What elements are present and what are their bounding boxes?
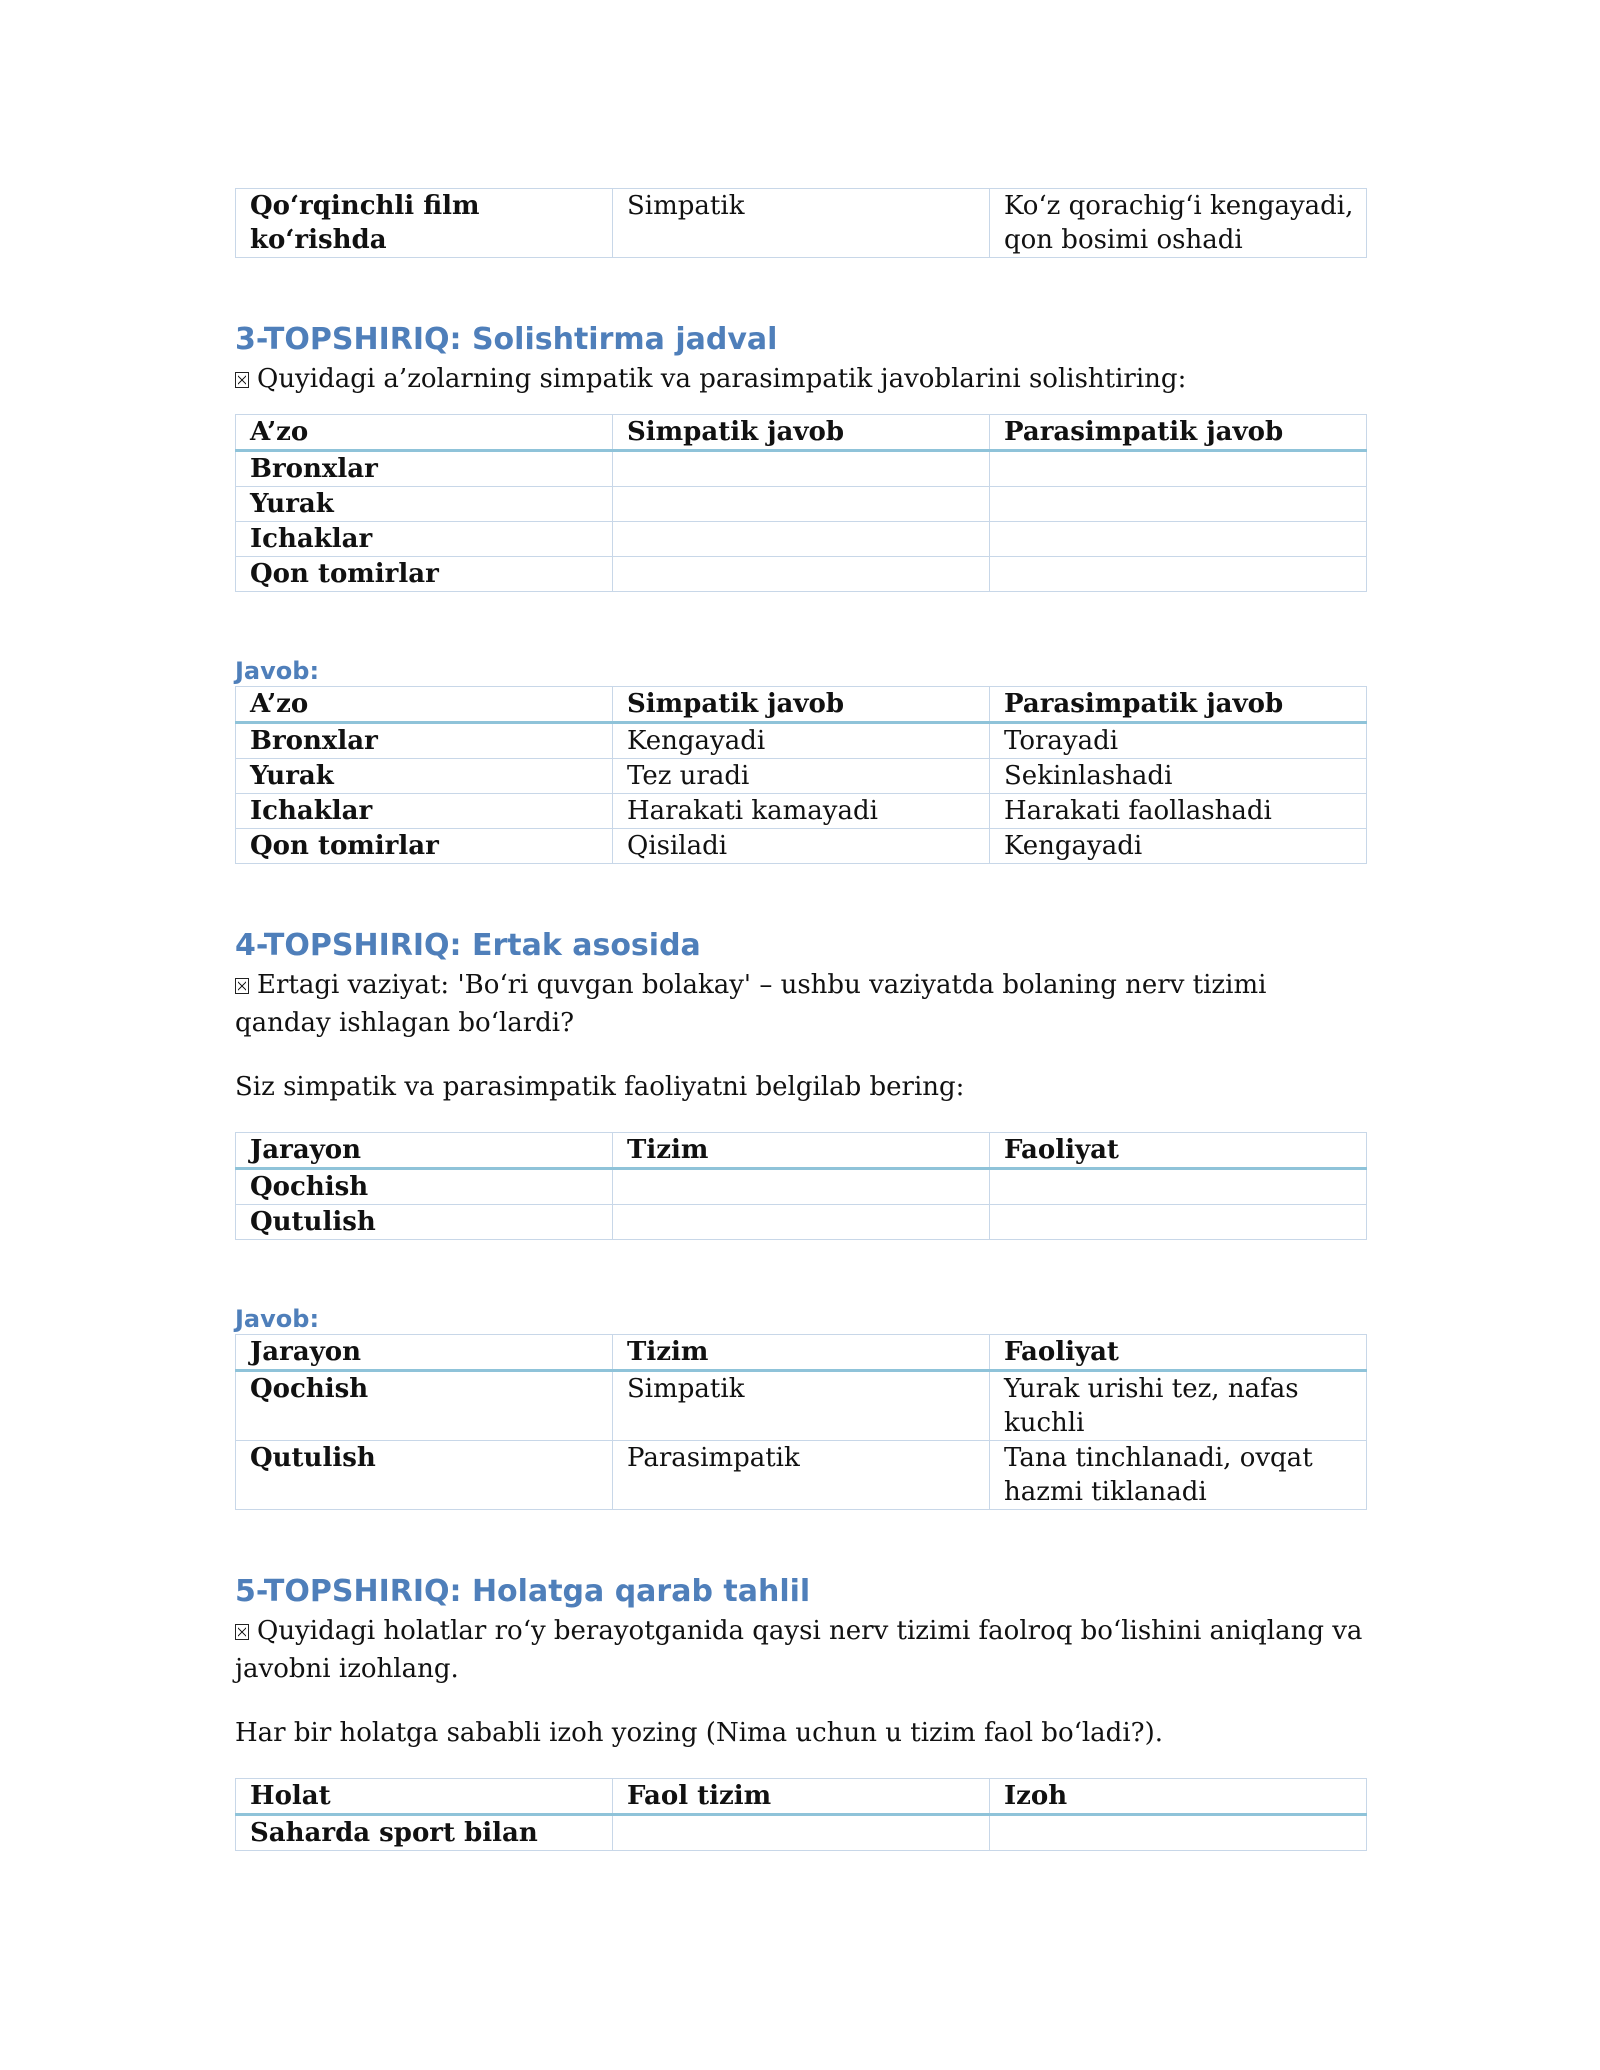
table-cell: Qo‘rqinchli film ko‘rishda	[236, 189, 613, 258]
task4-table	[235, 1132, 1367, 1240]
table-cell: Qon tomirlar	[236, 829, 613, 864]
page-content	[235, 188, 1367, 1851]
task3-table	[235, 414, 1367, 592]
table-header: Faoliyat	[990, 1133, 1367, 1169]
table-row	[236, 759, 1367, 794]
table-header: Holat	[236, 1779, 613, 1815]
task5-instruction-text: Quyidagi holatlar ro‘y berayotganida qaysi nerv tizimi faolroq bo‘lishini aniqlang va javobni izohlang.	[235, 1616, 1363, 1684]
table-cell: Ichaklar	[236, 794, 613, 829]
table-cell	[613, 1205, 990, 1240]
table-header-row	[236, 1133, 1367, 1169]
table-cell: Saharda sport bilan	[236, 1815, 613, 1851]
table-cell	[613, 1169, 990, 1205]
answer-label: Javob:	[235, 657, 320, 685]
table-cell: Qochish	[236, 1371, 613, 1441]
table-cell: Yurak	[236, 487, 613, 522]
table-cell: Yurak urishi tez, nafas kuchli	[990, 1371, 1367, 1441]
table-header: Tizim	[613, 1133, 990, 1169]
table-row	[236, 522, 1367, 557]
table-cell	[613, 451, 990, 487]
table-header: Simpatik javob	[613, 687, 990, 723]
table-row	[236, 1205, 1367, 1240]
table-header: Simpatik javob	[613, 415, 990, 451]
task4-instruction	[235, 966, 1367, 1042]
table-cell	[990, 1815, 1367, 1851]
table-header-row	[236, 1335, 1367, 1371]
table-row	[236, 1169, 1367, 1205]
table-header: Jarayon	[236, 1133, 613, 1169]
table-cell: Yurak	[236, 759, 613, 794]
task3-answer-table	[235, 686, 1367, 864]
table-cell	[990, 487, 1367, 522]
table-row	[236, 451, 1367, 487]
table-cell: Tana tinchlanadi, ovqat hazmi tiklanadi	[990, 1441, 1367, 1510]
table-row	[236, 487, 1367, 522]
table-cell: Kengayadi	[990, 829, 1367, 864]
table-header: Tizim	[613, 1335, 990, 1371]
table-cell	[990, 1169, 1367, 1205]
table-cell: Harakati faollashadi	[990, 794, 1367, 829]
table-cell: Simpatik	[613, 189, 990, 258]
answer-label: Javob:	[235, 1305, 320, 1333]
table-cell: Bronxlar	[236, 723, 613, 759]
section-heading-task4: 4-TOPSHIRIQ: Ertak asosida	[235, 928, 701, 963]
table-cell: Ko‘z qorachig‘i kengayadi, qon bosimi oshadi	[990, 189, 1367, 258]
table-cell	[990, 522, 1367, 557]
table-row	[236, 723, 1367, 759]
table-cell	[990, 557, 1367, 592]
task4-paragraph: Siz simpatik va parasimpatik faoliyatni belgilab bering:	[235, 1072, 965, 1102]
table-cell	[613, 557, 990, 592]
table-header-row	[236, 1779, 1367, 1815]
task4-instruction-text: Ertagi vaziyat: 'Bo‘ri quvgan bolakay' – ushbu vaziyatda bolaning nerv tizimi qanday ishlagan bo‘lardi?	[235, 970, 1267, 1038]
table-row	[236, 189, 1367, 258]
table-header: Parasimpatik javob	[990, 415, 1367, 451]
table-cell: Qutulish	[236, 1441, 613, 1510]
table-cell: Ichaklar	[236, 522, 613, 557]
table-cell	[990, 1205, 1367, 1240]
table-cell: Qutulish	[236, 1205, 613, 1240]
table-cell: Harakati kamayadi	[613, 794, 990, 829]
table-header: Izoh	[990, 1779, 1367, 1815]
task3-instruction	[235, 360, 1367, 398]
checkbox-icon	[235, 1624, 249, 1640]
table-cell: Simpatik	[613, 1371, 990, 1441]
table-row	[236, 1371, 1367, 1441]
table-header: Faol tizim	[613, 1779, 990, 1815]
task5-instruction	[235, 1612, 1367, 1688]
task5-paragraph: Har bir holatga sababli izoh yozing (Nima uchun u tizim faol bo‘ladi?).	[235, 1718, 1163, 1748]
table-cell: Qisiladi	[613, 829, 990, 864]
table-header-row	[236, 687, 1367, 723]
checkbox-icon	[235, 372, 249, 388]
table-header: Faoliyat	[990, 1335, 1367, 1371]
table-header: Parasimpatik javob	[990, 687, 1367, 723]
table-header-row	[236, 415, 1367, 451]
checkbox-icon	[235, 978, 249, 994]
table-cell: Kengayadi	[613, 723, 990, 759]
section-heading-task5: 5-TOPSHIRIQ: Holatga qarab tahlil	[235, 1574, 811, 1609]
table-cell	[613, 1815, 990, 1851]
table-cell: Bronxlar	[236, 451, 613, 487]
table-row	[236, 1815, 1367, 1851]
table-header: A’zo	[236, 415, 613, 451]
task5-table	[235, 1778, 1367, 1851]
section-heading-task3: 3-TOPSHIRIQ: Solishtirma jadval	[235, 322, 778, 357]
table-row	[236, 1441, 1367, 1510]
table-cell: Parasimpatik	[613, 1441, 990, 1510]
table-row	[236, 829, 1367, 864]
table-cell: Torayadi	[990, 723, 1367, 759]
table-cell	[613, 487, 990, 522]
table-row	[236, 794, 1367, 829]
table-cell: Sekinlashadi	[990, 759, 1367, 794]
table-cell: Tez uradi	[613, 759, 990, 794]
table-cell	[990, 451, 1367, 487]
table-header: A’zo	[236, 687, 613, 723]
table-cell	[613, 522, 990, 557]
table-row	[236, 557, 1367, 592]
task4-answer-table	[235, 1334, 1367, 1510]
top-table	[235, 188, 1367, 258]
table-header: Jarayon	[236, 1335, 613, 1371]
table-cell: Qon tomirlar	[236, 557, 613, 592]
table-cell: Qochish	[236, 1169, 613, 1205]
task3-instruction-text: Quyidagi a’zolarning simpatik va parasimpatik javoblarini solishtiring:	[257, 364, 1187, 394]
